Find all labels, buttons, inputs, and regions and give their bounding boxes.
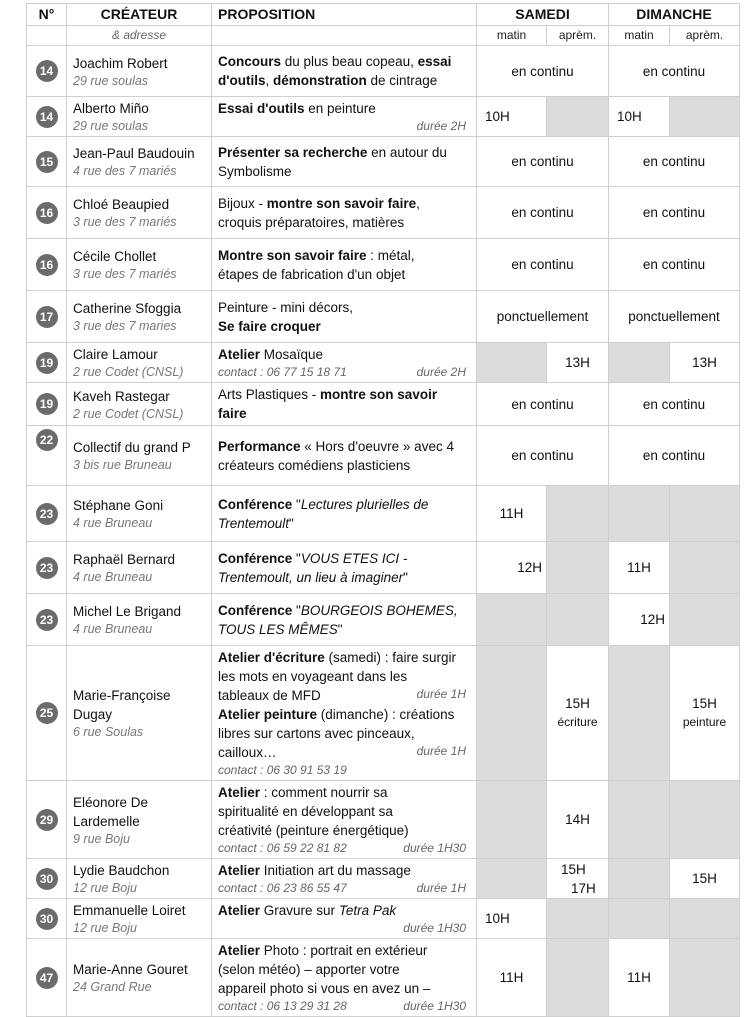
contact-line xyxy=(218,364,470,380)
sun-apres xyxy=(670,646,740,781)
creator-name: Collectif du grand P xyxy=(73,440,191,455)
duration-label: durée 1H xyxy=(416,881,466,895)
contact-line xyxy=(218,998,470,1014)
sun-apres: 15H xyxy=(670,859,740,899)
sat-slot: en continu xyxy=(477,137,609,187)
proposal xyxy=(212,187,477,239)
sat-slot: en continu xyxy=(477,46,609,97)
number-badge: 47 xyxy=(36,967,58,989)
sat-apres xyxy=(547,486,609,542)
creator-name: Cécile Chollet xyxy=(73,249,157,264)
creator-name: Stéphane Goni xyxy=(73,498,164,513)
sat-apres xyxy=(547,646,609,781)
sat-slot: en continu xyxy=(477,383,609,426)
table-row xyxy=(27,899,740,939)
number-badge: 19 xyxy=(36,352,58,374)
duration-label: durée 1H xyxy=(416,744,466,758)
proposal-line: Atelier Photo : portrait en extérieur xyxy=(218,943,428,958)
sun-matin: 12H xyxy=(609,594,670,646)
table-row xyxy=(27,939,740,1017)
sat-slot: en continu xyxy=(477,239,609,291)
time-label: 17H xyxy=(571,880,596,896)
creator-address: 3 rue des 7 maries xyxy=(73,319,177,333)
proposal-line: Atelier Gravure sur Tetra Pak xyxy=(218,903,397,918)
proposal-line: les mots en voyageant dans les xyxy=(218,669,408,684)
sun-apres xyxy=(670,542,740,594)
sun-apres xyxy=(670,899,740,939)
proposal-line: étapes de fabrication d'un objet xyxy=(218,266,406,282)
table-row xyxy=(27,137,740,187)
number-badge: 16 xyxy=(36,202,58,224)
contact-label: contact : 06 59 22 81 82 xyxy=(218,841,347,855)
sat-matin xyxy=(477,343,547,383)
number-badge: 29 xyxy=(36,809,58,831)
number-badge: 23 xyxy=(36,609,58,631)
schedule-table xyxy=(26,3,740,1017)
proposal-line: appareil photo si vous en avez un – xyxy=(218,981,431,996)
sat-matin: 11H xyxy=(477,939,547,1017)
number-badge: 15 xyxy=(36,151,58,173)
proposal-line: croquis préparatoires, matières xyxy=(218,214,405,230)
contact-label: contact : 06 77 15 18 71 xyxy=(218,365,347,379)
sun-matin xyxy=(609,646,670,781)
sun-slot: en continu xyxy=(609,187,740,239)
table-row xyxy=(27,486,740,542)
proposal-line: Essai d'outils en peinture xyxy=(218,101,376,116)
proposal xyxy=(212,291,477,343)
creator-address: 24 Grand Rue xyxy=(73,980,152,994)
table-row xyxy=(27,343,740,383)
creator-name: Jean-Paul Baudouin xyxy=(73,146,195,161)
proposal xyxy=(212,859,477,899)
proposal-line: Symbolisme xyxy=(218,163,292,179)
proposal-line: créateurs comédiens plasticiens xyxy=(218,457,411,473)
creator-address: 12 rue Boju xyxy=(73,921,137,935)
sun-matin xyxy=(609,343,670,383)
table-row xyxy=(27,239,740,291)
proposal-line: Montre son savoir faire : métal, xyxy=(218,247,415,263)
number-badge: 22 xyxy=(36,429,58,451)
creator-name: Eléonore De Lardemelle xyxy=(73,794,149,829)
proposal xyxy=(212,343,477,383)
sat-apres: 14H xyxy=(547,781,609,859)
sat-apres xyxy=(547,859,609,899)
table-row xyxy=(27,542,740,594)
sun-slot: ponctuellement xyxy=(609,291,740,343)
number-badge: 19 xyxy=(36,393,58,415)
creator-address: 12 rue Boju xyxy=(73,881,137,895)
creator-name: Raphaël Bernard xyxy=(73,552,176,567)
sun-slot: en continu xyxy=(609,137,740,187)
number-badge: 23 xyxy=(36,503,58,525)
header-sun-apres: aprèm. xyxy=(670,26,740,46)
proposal xyxy=(212,46,477,97)
proposal xyxy=(212,594,477,646)
creator-name: Chloé Beaupied xyxy=(73,197,170,212)
contact-line xyxy=(218,920,470,936)
creator-name: Alberto Miño xyxy=(73,101,149,116)
proposal-line: Concours du plus beau copeau, essai xyxy=(218,54,452,69)
sun-apres xyxy=(670,486,740,542)
proposal-line: TOUS LES MÊMES" xyxy=(218,621,343,637)
sat-apres xyxy=(547,542,609,594)
table-row xyxy=(27,291,740,343)
header-num: N° xyxy=(27,4,67,26)
table-row xyxy=(27,781,740,859)
proposal-line: Atelier Mosaïque xyxy=(218,347,324,362)
number-badge: 14 xyxy=(36,106,58,128)
header-address: & adresse xyxy=(67,26,212,46)
proposal-line: (selon météo) – apporter votre xyxy=(218,962,400,977)
proposal-line: faire xyxy=(218,406,247,421)
proposal-line: Atelier d'écriture (samedi) : faire surgir xyxy=(218,650,457,665)
table-row xyxy=(27,646,740,781)
contact-line xyxy=(218,118,470,134)
creator-address: 3 bis rue Bruneau xyxy=(73,458,172,472)
number-badge: 14 xyxy=(36,60,58,82)
duration-label: durée 2H xyxy=(416,365,466,379)
number-badge: 16 xyxy=(36,254,58,276)
sat-matin: 10H xyxy=(477,899,547,939)
proposal-line: Bijoux - montre son savoir faire, xyxy=(218,195,420,211)
creator-name: Kaveh Rastegar xyxy=(73,388,170,404)
creator-name: Marie-Anne Gouret xyxy=(73,962,188,977)
proposal xyxy=(212,383,477,426)
creator-name: Emmanuelle Loiret xyxy=(73,903,186,918)
proposal-line: Conférence "VOUS ETES ICI - xyxy=(218,550,408,566)
header-sun-matin: matin xyxy=(609,26,670,46)
header-sat-apres: aprèm. xyxy=(547,26,609,46)
sun-matin xyxy=(609,899,670,939)
time-label: 15H xyxy=(565,696,590,711)
contact-label: contact : 06 30 91 53 19 xyxy=(218,763,347,777)
duration-label: durée 1H30 xyxy=(403,841,466,855)
sun-slot: en continu xyxy=(609,426,740,486)
number-badge: 25 xyxy=(36,702,58,724)
sun-slot: en continu xyxy=(609,239,740,291)
contact-line xyxy=(218,840,470,856)
sat-apres xyxy=(547,97,609,137)
sat-matin xyxy=(477,646,547,781)
proposal-line: créativité (peinture énergétique) xyxy=(218,823,409,838)
proposal xyxy=(212,939,477,1017)
sat-slot: en continu xyxy=(477,187,609,239)
table-row xyxy=(27,97,740,137)
proposal xyxy=(212,97,477,137)
creator-name: Marie-Françoise Dugay xyxy=(73,688,171,722)
time-label: 15H xyxy=(692,696,717,711)
duration-label: durée 1H30 xyxy=(403,921,466,935)
header-blank xyxy=(27,26,67,46)
creator-name: Lydie Baudchon xyxy=(73,863,170,878)
creator-address: 2 rue Codet (CNSL) xyxy=(73,406,184,421)
sun-apres xyxy=(670,97,740,137)
proposal-line: Peinture - mini décors, xyxy=(218,299,354,315)
header-proposal: PROPOSITION xyxy=(212,4,477,26)
sun-matin xyxy=(609,781,670,859)
proposal-line: Atelier Initiation art du massage xyxy=(218,863,411,878)
proposal-line: Trentemoult" xyxy=(218,515,294,531)
creator-address: 4 rue Bruneau xyxy=(73,516,153,530)
number-badge: 17 xyxy=(36,306,58,328)
creator-name: Michel Le Brigand xyxy=(73,604,182,619)
sun-slot: en continu xyxy=(609,46,740,97)
number-badge: 23 xyxy=(36,557,58,579)
sun-matin xyxy=(609,486,670,542)
table-row xyxy=(27,383,740,426)
sun-apres: 13H xyxy=(670,343,740,383)
sat-apres xyxy=(547,939,609,1017)
proposal xyxy=(212,239,477,291)
table-row xyxy=(27,46,740,97)
duration-label: durée 1H30 xyxy=(403,999,466,1013)
sun-apres xyxy=(670,939,740,1017)
proposal-line: tableaux de MFD durée 1H xyxy=(218,687,466,703)
proposal xyxy=(212,899,477,939)
creator-name: Joachim Robert xyxy=(73,55,168,71)
proposal-line: Conférence "Lectures plurielles de xyxy=(218,496,429,512)
proposal xyxy=(212,426,477,486)
creator-address: 4 rue Bruneau xyxy=(73,622,153,636)
sat-matin xyxy=(477,859,547,899)
sun-apres xyxy=(670,781,740,859)
creator-address: 29 rue soulas xyxy=(73,73,149,88)
sat-slot: ponctuellement xyxy=(477,291,609,343)
sun-matin: 11H xyxy=(609,542,670,594)
sat-apres xyxy=(547,899,609,939)
header-creator: CRÉATEUR xyxy=(67,4,212,26)
proposal xyxy=(212,646,477,781)
time-note: écriture xyxy=(557,715,598,729)
duration-label: durée 2H xyxy=(416,119,466,133)
proposal-line: cailloux… durée 1H xyxy=(218,744,466,760)
table-row xyxy=(27,594,740,646)
creator-address: 3 rue des 7 mariés xyxy=(73,267,177,281)
creator-address: 4 rue Bruneau xyxy=(73,570,153,584)
proposal-line: Conférence "BOURGEOIS BOHEMES, xyxy=(218,602,458,618)
table-row xyxy=(27,426,740,486)
sun-matin: 10H xyxy=(609,97,670,137)
proposal xyxy=(212,781,477,859)
proposal-line: Se faire croquer xyxy=(218,318,321,334)
table-row xyxy=(27,859,740,899)
sat-matin: 11H xyxy=(477,486,547,542)
sun-apres xyxy=(670,594,740,646)
duration-label: durée 1H xyxy=(416,687,466,701)
proposal xyxy=(212,137,477,187)
contact-label: contact : 06 23 86 55 47 xyxy=(218,881,347,895)
number-badge: 30 xyxy=(36,908,58,930)
sun-matin xyxy=(609,859,670,899)
creator-address: 9 rue Boju xyxy=(73,831,130,846)
sat-apres xyxy=(547,594,609,646)
proposal-line: Présenter sa recherche en autour du xyxy=(218,144,447,160)
proposal-line: Trentemoult, un lieu à imaginer" xyxy=(218,569,408,585)
proposal-line: Atelier : comment nourrir sa xyxy=(218,785,388,800)
sat-slot: en continu xyxy=(477,426,609,486)
number-badge: 30 xyxy=(36,868,58,890)
creator-name: Claire Lamour xyxy=(73,347,158,362)
creator-address: 4 rue des 7 mariés xyxy=(73,164,177,178)
sun-slot: en continu xyxy=(609,383,740,426)
table-row xyxy=(27,187,740,239)
sat-matin xyxy=(477,594,547,646)
header-saturday: SAMEDI xyxy=(477,4,609,26)
header-sat-matin: matin xyxy=(477,26,547,46)
proposal-line: Arts Plastiques - montre son savoir xyxy=(218,387,438,402)
creator-address: 3 rue des 7 mariés xyxy=(73,215,177,229)
proposal-line: spiritualité en développant sa xyxy=(218,804,393,819)
sun-matin: 11H xyxy=(609,939,670,1017)
creator-address: 29 rue soulas xyxy=(73,119,149,133)
proposal xyxy=(212,542,477,594)
sat-apres: 13H xyxy=(547,343,609,383)
header-sunday: DIMANCHE xyxy=(609,4,740,26)
creator-address: 2 rue Codet (CNSL) xyxy=(73,365,184,379)
sat-matin xyxy=(477,781,547,859)
creator-name: Catherine Sfoggia xyxy=(73,301,182,316)
proposal xyxy=(212,486,477,542)
contact-line xyxy=(218,880,470,896)
proposal-line: libres sur cartons avec pinceaux, xyxy=(218,726,415,741)
time-label: 15H xyxy=(561,861,586,877)
contact-line xyxy=(218,762,470,778)
time-note: peinture xyxy=(682,715,727,729)
creator-address: 6 rue Soulas xyxy=(73,725,144,739)
proposal-line: d'outils, démonstration de cintrage xyxy=(218,73,438,88)
contact-label: contact : 06 13 29 31 28 xyxy=(218,999,347,1013)
header-blank xyxy=(212,26,477,46)
sat-matin: 10H xyxy=(477,97,547,137)
proposal-line: Atelier peinture (dimanche) : créations xyxy=(218,707,455,722)
proposal-line: Performance « Hors d'oeuvre » avec 4 xyxy=(218,438,454,454)
sat-matin: 12H xyxy=(477,542,547,594)
